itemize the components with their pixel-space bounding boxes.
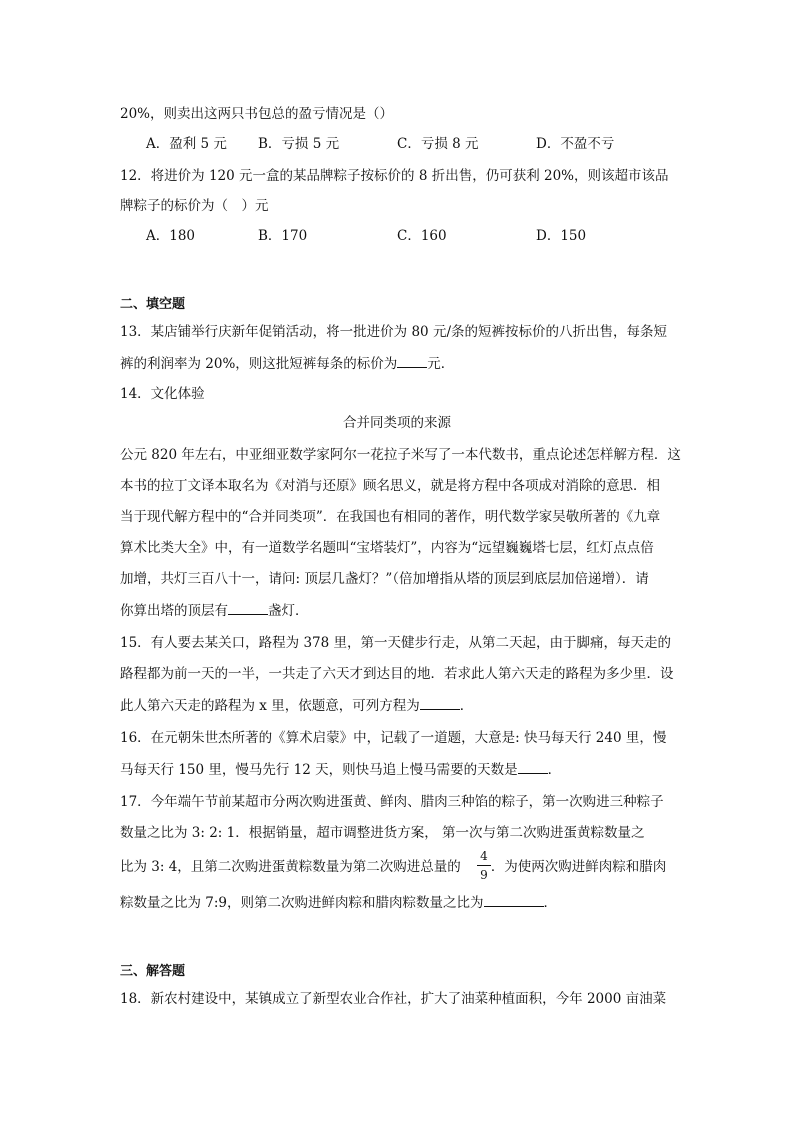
q15-stem-line2: 路程都为前一天的一半，一共走了六天才到达目的地．若求此人第六天走的路程为多少里．设 [120, 666, 674, 682]
q12-stem-line1: 12．将进价为 120 元一盒的某品牌粽子按标价的 8 折出售，仍可获利 20%，则该超市该品 [120, 168, 669, 184]
section-heading-fill-in: 二、填空题 [120, 297, 186, 312]
fraction-denominator: 9 [480, 868, 488, 882]
q13-stem-line2 [120, 353, 454, 374]
q12-stem-line2: 牌粽子的标价为（ ）元 [120, 198, 269, 214]
q12-option-c: C．160 [397, 228, 447, 244]
q11-option-b: B．亏损 5 元 [258, 136, 340, 152]
q14-answer-blank[interactable] [228, 600, 268, 615]
fraction-bar [477, 865, 491, 866]
q15-answer-blank[interactable] [420, 695, 460, 710]
q13-text-after-blank: 元． [427, 356, 455, 372]
q14-passage-line1: 公元 820 年左右，中亚细亚数学家阿尔一花拉子米写了一本代数书，重点论述怎样解方程．这 [120, 447, 681, 463]
q14-passage-line5: 加增，共灯三百八十一，请问: 顶层几盏灯？”（倍加增指从塔的顶层到底层加倍递增）．请 [120, 571, 649, 587]
q15-text-before-blank: 此人第六天走的路程为 x 里，依题意，可列方程为 [120, 698, 420, 714]
q11-option-a: A．盈利 5 元 [146, 136, 227, 152]
q13-text-before-blank: 裤的利润率为 20%，则这批短裤每条的标价为 [120, 356, 398, 372]
q18-stem-line1: 18．新农村建设中，某镇成立了新型农业合作社，扩大了油菜种植面积，今年 2000 亩油菜 [120, 991, 667, 1007]
q17-stem-line3 [120, 857, 666, 877]
section-heading-solutions: 三、解答题 [120, 964, 186, 979]
q12-option-d: D．150 [536, 228, 587, 244]
q11-option-d: D．不盈不亏 [536, 136, 615, 152]
q13-answer-blank[interactable] [397, 353, 427, 368]
q17-stem-line1: 17．今年端午节前某超市分两次购进蛋黄、鲜肉、腊肉三种馅的粽子，第一次购进三种粽子 [120, 794, 664, 810]
q16-answer-blank[interactable] [518, 759, 548, 774]
q16-stem-line1: 16．在元朝朱世杰所著的《算术启蒙》中，记载了一道题，大意是: 快马每天行 240 里，慢 [120, 730, 667, 746]
q12-option-b: B．170 [258, 228, 308, 244]
q15-text-after-blank: ． [459, 698, 474, 714]
q17-stem-line4 [120, 892, 557, 913]
q16-text-after-blank: ． [547, 762, 562, 778]
q15-stem-line3 [120, 695, 473, 716]
fraction-numerator: 4 [480, 849, 488, 863]
q13-stem-line1: 13．某店铺举行庆新年促销活动，将一批进价为 80 元/条的短裤按标价的八折出售，每条短 [120, 324, 667, 340]
q17-text-before-fraction: 比为 3: 4，且第二次购进蛋黄粽数量为第二次购进总量的 [120, 859, 461, 875]
q16-text-before-blank: 马每天行 150 里，慢马先行 12 天，则快马追上慢马需要的天数是 [120, 762, 518, 778]
q14-passage-title: 合并同类项的来源 [343, 415, 451, 431]
q14-passage-line6 [120, 600, 309, 621]
q14-passage-line2: 本书的拉丁文译本取名为《对消与还原》顾名思义，就是将方程中各项成对消除的意思．相 [120, 478, 660, 494]
q16-stem-line2 [120, 759, 561, 780]
q12-option-a: A．180 [146, 228, 196, 244]
q17-text-after-fraction: ．为使两次购进鲜肉粽和腊肉 [490, 859, 667, 875]
q17-answer-blank[interactable] [484, 892, 544, 907]
q14-text-before-blank: 你算出塔的顶层有 [120, 603, 228, 619]
q17-stem-line2: 数量之比为 3: 2: 1．根据销量，超市调整进货方案， 第一次与第二次购进蛋黄粽数量之 [120, 825, 645, 841]
q14-passage-line3: 当于现代解方程中的“合并同类项”．在我国也有相同的著作，明代数学家吴敬所著的《九章 [120, 509, 661, 525]
q14-label: 14．文化体验 [120, 386, 205, 402]
q14-passage-line4: 算术比类大全》中，有一道数学名题叫“宝塔装灯”，内容为“远望巍巍塔七层，红灯点点倍 [120, 540, 654, 556]
q17-text-after-blank: ． [543, 895, 558, 911]
q17-text-before-blank: 粽数量之比为 7:9，则第二次购进鲜肉粽和腊肉粽数量之比为 [120, 895, 484, 911]
q11-stem: 20%，则卖出这两只书包总的盈亏情况是（） [120, 106, 394, 122]
q14-text-after-blank: 盏灯． [268, 603, 309, 619]
q15-stem-line1: 15．有人要去某关口，路程为 378 里，第一天健步行走，从第二天起，由于脚痛，每天走的 [120, 635, 672, 651]
fraction-four-ninths [477, 848, 491, 883]
q11-option-c: C．亏损 8 元 [397, 136, 479, 152]
